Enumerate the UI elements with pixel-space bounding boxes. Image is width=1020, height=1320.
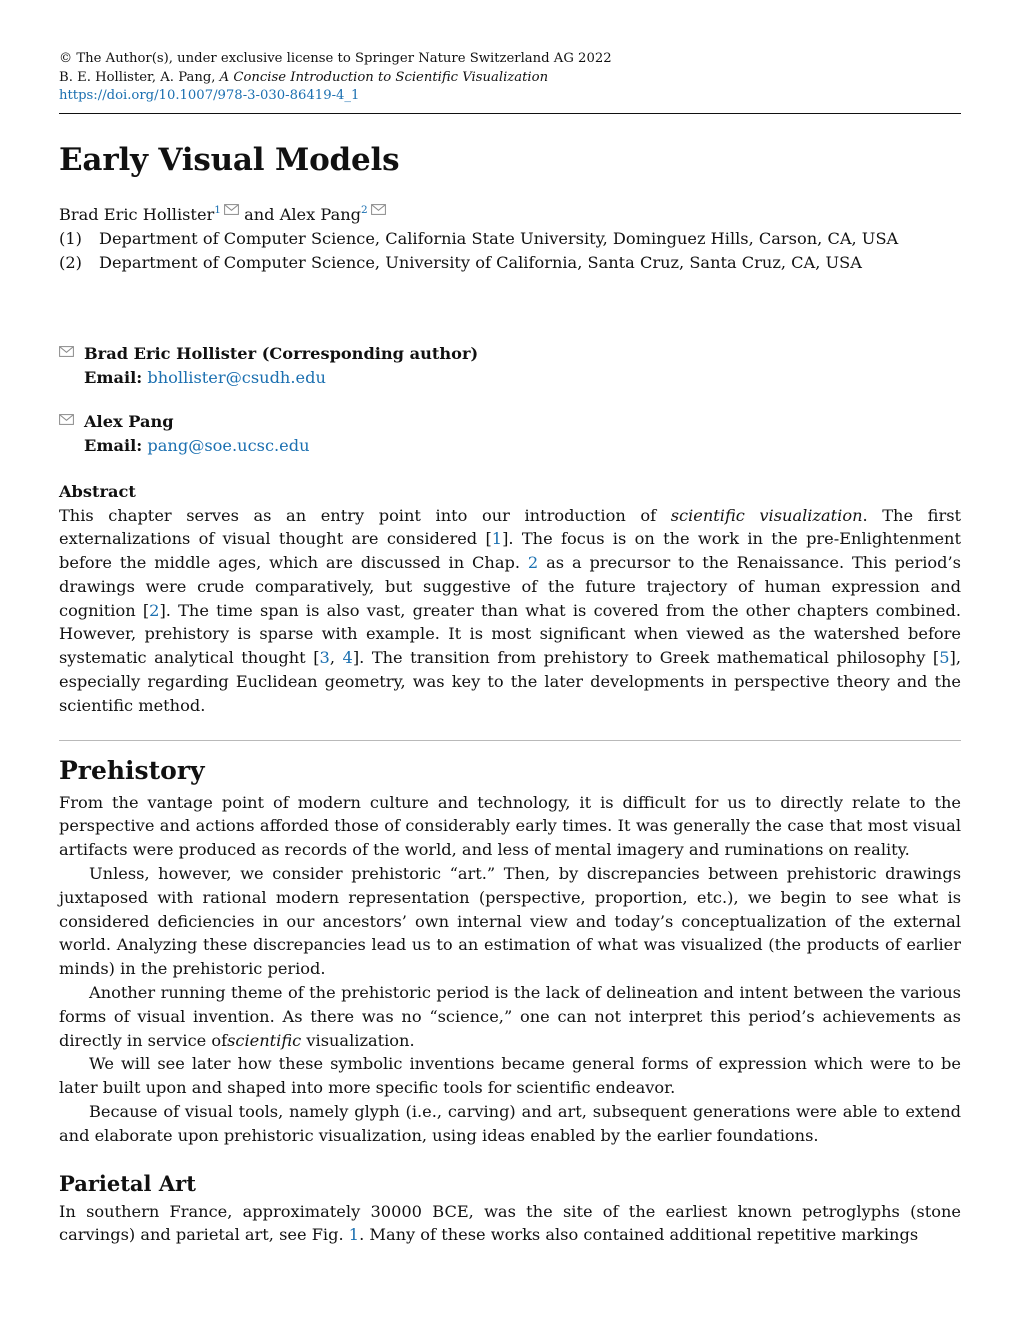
abstract-text-run: as a precursor to the Renaissance. This period’s drawings were crude comparatively, but suggestive of the future trajectory of human expression and cognition [	[59, 553, 961, 620]
figure-link[interactable]: 1	[348, 1225, 360, 1245]
affiliation-number: (2)	[59, 252, 82, 272]
paragraph: Because of visual tools, namely glyph (i.e., carving) and art, subsequent generations were able to extend and elaborate upon prehistoric visualization, using ideas enabled by the earlier foundations.	[59, 1102, 961, 1145]
citation-link[interactable]: 5	[939, 648, 950, 668]
citation-link[interactable]: 3	[319, 648, 330, 668]
affiliation-text: Department of Computer Science, California State University, Dominguez Hills, Carson, CA, USA	[99, 228, 899, 248]
email-label: Email:	[84, 367, 143, 387]
contact-block	[59, 410, 961, 458]
abstract-text	[59, 504, 961, 718]
envelope-icon	[59, 346, 74, 357]
citation-link[interactable]: 4	[342, 648, 353, 668]
paragraph-run: visualization.	[301, 1030, 415, 1050]
paragraph	[59, 981, 961, 1052]
affiliation-text: Department of Computer Science, University of California, Santa Cruz, Santa Cruz, CA, USA	[99, 252, 862, 272]
envelope-icon	[59, 414, 74, 425]
envelope-icon[interactable]	[224, 204, 239, 215]
chapter-title: Early Visual Models	[59, 141, 400, 178]
paragraph-emphasis: scientific	[227, 1030, 302, 1050]
book-title: A Concise Introduction to Scientific Visualization	[219, 69, 549, 85]
section-divider	[59, 740, 961, 741]
author-joiner: and	[238, 204, 280, 224]
abstract-text-run: This chapter serves as an entry point into our introduction of	[59, 505, 671, 525]
contact-name: Alex Pang	[84, 411, 174, 431]
paragraph-run: . Many of these works also contained additional repetitive markings	[359, 1225, 919, 1245]
citation-link[interactable]: 2	[149, 600, 160, 620]
header-rule	[59, 113, 961, 114]
copyright-line: © The Author(s), under exclusive license to Springer Nature Switzerland AG 2022	[59, 51, 612, 66]
citation-link[interactable]: 1	[491, 529, 503, 549]
contact-name: Brad Eric Hollister (Corresponding author)	[84, 343, 479, 363]
paragraph-run: In southern France, approximately 30000 BCE, was the site of the earliest known petroglyphs (stone carvings) and parietal art, see Fig.	[59, 1201, 961, 1245]
affiliations	[59, 227, 961, 275]
author-line	[59, 203, 961, 227]
author-name-2: Alex Pang	[279, 204, 362, 224]
email-link[interactable]: bhollister@csudh.edu	[147, 367, 326, 387]
book-citation-line	[59, 69, 961, 88]
citation-separator: ,	[329, 648, 343, 668]
paragraph: We will see later how these symbolic inventions became general forms of expression which were to be later built upon and shaped into more specific tools for scientific endeavor.	[59, 1054, 961, 1098]
contact-block	[59, 342, 961, 390]
section-heading-prehistory: Prehistory	[59, 755, 205, 785]
chapter-link[interactable]: 2	[527, 553, 539, 573]
paragraph: From the vantage point of modern culture and technology, it is difficult for us to directly relate to the perspective and actions afforded those of considerably early times. It was generally the case that most visual artifacts were produced as records of the world, and less of mental imagery and ruminations on reality.	[59, 792, 961, 860]
citation-authors: B. E. Hollister, A. Pang,	[59, 69, 220, 85]
affiliation-number: (1)	[59, 228, 82, 248]
affiliation-ref-1[interactable]: 1	[214, 203, 221, 216]
subsection-heading-parietal-art: Parietal Art	[59, 1170, 196, 1196]
abstract-text-run: ]. The time span is also vast, greater than what is covered from the other chapters combined. However, prehistory is sparse with example. It is most significant when viewed as the watershed before systematic analytical thought [	[59, 600, 961, 668]
email-label: Email:	[84, 435, 143, 455]
copyright-header	[59, 50, 961, 106]
affiliation-ref-2[interactable]: 2	[361, 203, 368, 216]
abstract-text-run: ]. The focus is on the work in the pre-Enlightenment before the middle ages, which are discussed in Chap.	[59, 529, 961, 573]
paragraph: Unless, however, we consider prehistoric “art.” Then, by discrepancies between prehistoric drawings juxtaposed with rational modern representation (perspective, proportion, etc.), we begin to see what is considered deficiencies in our ancestors’ own internal view and today’s conceptualization of the external world. Analyzing these discrepancies lead us to an estimation of what was visualized (the products of earlier minds) in the prehistoric period.	[59, 864, 961, 979]
abstract-text-run: ], especially regarding Euclidean geometry, was key to the later developments in perspective theory and the scientific method.	[59, 648, 961, 715]
paragraph	[59, 1200, 961, 1248]
abstract-heading: Abstract	[59, 481, 136, 501]
page	[59, 50, 961, 1247]
abstract-text-run: ]. The transition from prehistory to Greek mathematical philosophy [	[352, 648, 940, 668]
affiliation-item	[59, 251, 961, 275]
affiliation-item	[59, 227, 961, 251]
prehistory-body	[59, 791, 961, 1148]
paragraph-run: Another running theme of the prehistoric period is the lack of delineation and intent between the various forms of visual invention. As there was no “science,” one can not interpret this period’s achievements as directly in service of	[59, 983, 961, 1050]
doi-link[interactable]: https://doi.org/10.1007/978-3-030-86419-4_1	[59, 88, 360, 103]
envelope-icon[interactable]	[371, 204, 386, 215]
parietal-body	[59, 1200, 961, 1248]
abstract-text-run: . The first externalizations of visual thought are considered [	[59, 505, 962, 549]
author-name-1: Brad Eric Hollister	[59, 204, 215, 224]
abstract-emphasis: scientific visualization	[670, 505, 863, 525]
email-link[interactable]: pang@soe.ucsc.edu	[147, 435, 310, 455]
